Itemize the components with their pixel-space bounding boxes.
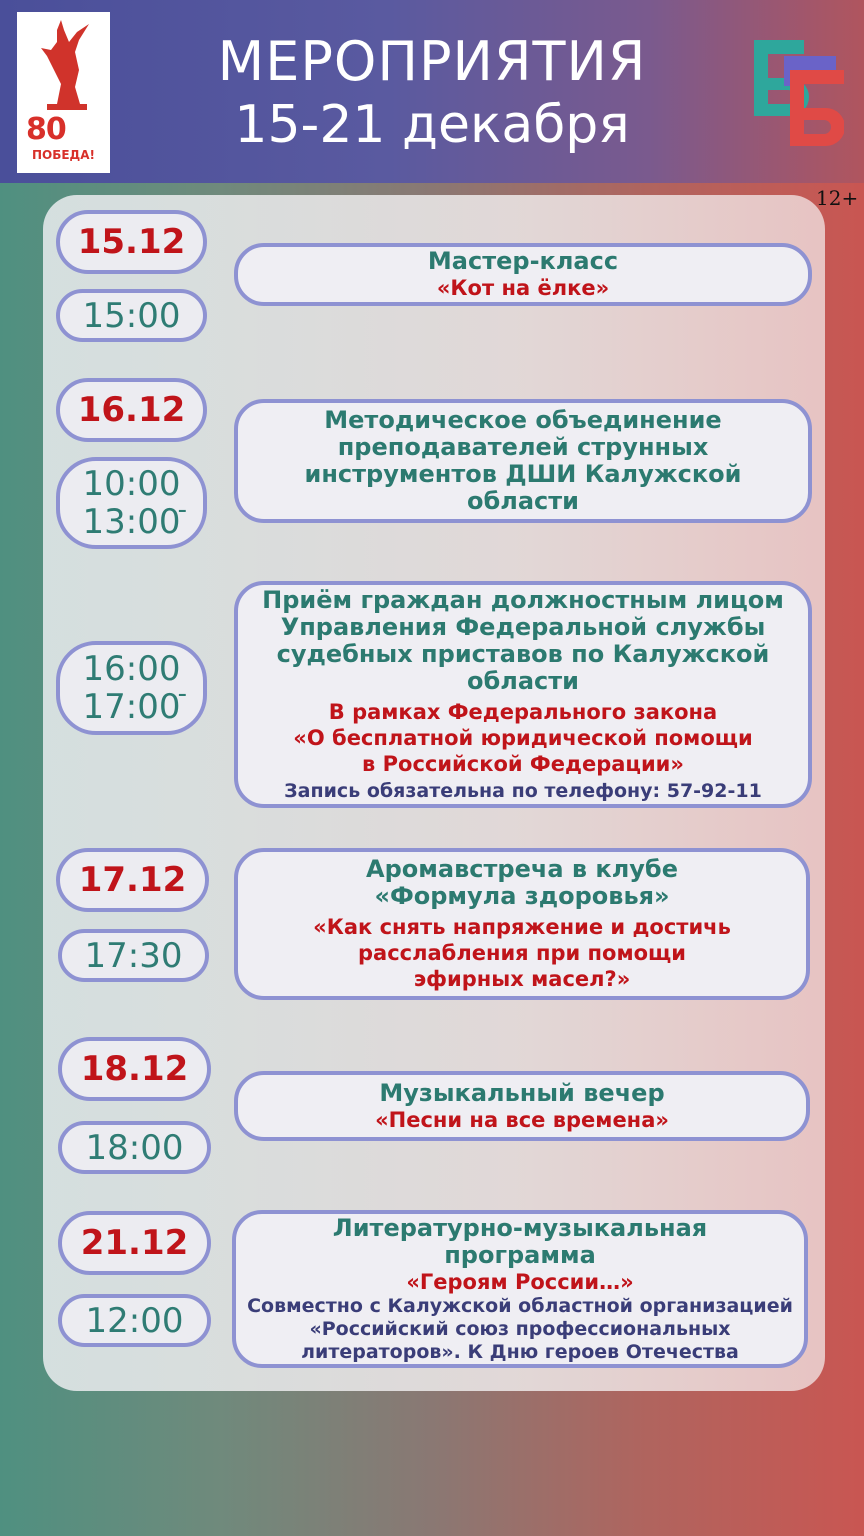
event-title-line: Аромавстреча в клубе <box>366 855 678 883</box>
event-title-line: области <box>467 666 579 695</box>
event-title-line: Методическое объединение <box>324 406 722 434</box>
event-note-line: литераторов». К Дню героев Отечества <box>301 1340 739 1363</box>
victory-logo-number: 80 <box>26 112 66 147</box>
event-subtitle-line: расслабления при помощи <box>358 941 686 965</box>
event-card <box>234 581 812 808</box>
event-time: 18:00 <box>58 1121 211 1174</box>
victory-80-logo <box>17 12 110 173</box>
event-card <box>234 243 812 306</box>
event-title-line: преподавателей струнных <box>337 433 709 461</box>
event-title-line: области <box>467 487 579 515</box>
event-subtitle-line: «Героям России…» <box>406 1269 634 1294</box>
page-title: МЕРОПРИЯТИЯ <box>217 30 647 93</box>
event-time: 12:00 <box>58 1294 211 1347</box>
event-time-end: 13:00 <box>82 502 181 542</box>
event-date: 17.12 <box>56 848 209 912</box>
event-time-separator: - <box>177 679 187 709</box>
event-time-start: 16:00 <box>82 649 181 689</box>
header-banner <box>0 0 864 183</box>
page-subtitle-dates: 15-21 декабря <box>234 95 630 155</box>
event-card <box>234 399 812 523</box>
event-date: 18.12 <box>58 1037 211 1101</box>
event-title-line: Управления Федеральной службы <box>280 612 766 641</box>
event-time-range <box>56 457 207 549</box>
event-title: Музыкальный вечер <box>379 1078 665 1107</box>
event-title-line: инструментов ДШИ Калужской <box>304 460 742 488</box>
event-title-line: программа <box>444 1240 596 1269</box>
event-subtitle: «Песни на все времена» <box>375 1107 669 1132</box>
event-time-start: 10:00 <box>82 464 181 504</box>
event-date: 21.12 <box>58 1211 211 1275</box>
victory-logo-text: ПОБЕДА! <box>31 148 96 162</box>
event-subtitle-line: в Российской Федерации» <box>362 751 684 776</box>
event-card <box>232 1210 808 1368</box>
age-rating: 12+ <box>816 186 859 210</box>
event-subtitle-line: В рамках Федерального закона <box>328 699 718 724</box>
event-time: 15:00 <box>56 289 207 342</box>
event-title-line: Литературно-музыкальная <box>332 1213 708 1242</box>
event-title: Мастер-класс <box>427 247 619 275</box>
event-time-range <box>56 641 207 735</box>
event-title-line: «Формула здоровья» <box>374 882 670 910</box>
event-time-separator: - <box>177 495 187 525</box>
event-date: 16.12 <box>56 378 207 442</box>
event-time-end: 17:00 <box>82 687 181 727</box>
event-note-line: Совместно с Калужской областной организацией <box>247 1294 793 1317</box>
event-title-line: Приём граждан должностным лицом <box>262 585 784 614</box>
event-note-line: «Российский союз профессиональных <box>309 1317 731 1340</box>
event-time: 17:30 <box>58 929 209 982</box>
event-note: Запись обязательна по телефону: 57-92-11 <box>284 779 762 802</box>
event-date: 15.12 <box>56 210 207 274</box>
event-subtitle-line: «Как снять напряжение и достичь <box>313 915 731 939</box>
event-subtitle: «Кот на ёлке» <box>436 276 610 300</box>
event-subtitle-line: «О бесплатной юридической помощи <box>293 725 753 750</box>
event-subtitle-line: эфирных масел?» <box>413 967 631 991</box>
event-card <box>234 848 810 1000</box>
event-card <box>234 1071 810 1141</box>
event-title-line: судебных приставов по Калужской <box>276 639 770 668</box>
bb-brand-logo <box>754 40 844 146</box>
